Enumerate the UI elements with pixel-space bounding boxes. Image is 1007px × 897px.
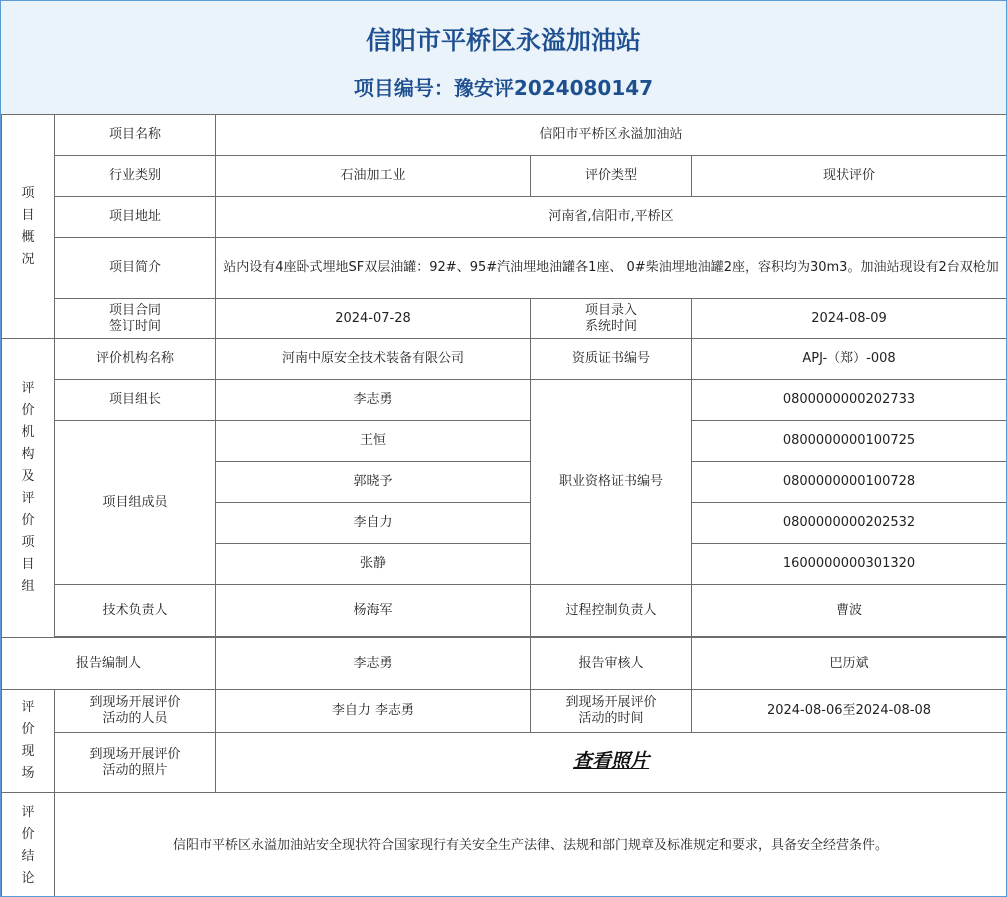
section-site-label: 评 价 现 场 <box>21 700 35 781</box>
tech-lead-label: 技术负责人 <box>55 585 216 637</box>
leader-name: 李志勇 <box>216 380 531 421</box>
section-conclusion <box>2 793 55 897</box>
section-team <box>2 339 55 638</box>
address-value: 河南省,信阳市,平桥区 <box>216 197 1007 238</box>
site-people-value: 李自力 李志勇 <box>216 690 531 733</box>
site-photos-label: 到现场开展评价 活动的照片 <box>55 733 216 793</box>
project-info-table <box>1 114 1007 897</box>
report-reviewer-value: 巴历斌 <box>692 638 1007 690</box>
leader-cert: 0800000000202733 <box>692 380 1007 421</box>
member-cert: 0800000000202532 <box>692 503 1007 544</box>
leader-label: 项目组长 <box>55 380 216 421</box>
report-author-value: 李志勇 <box>216 638 531 690</box>
site-people-label: 到现场开展评价 活动的人员 <box>55 690 216 733</box>
section-overview-label: 项 目 概 况 <box>21 185 35 267</box>
report-author-label: 报告编制人 <box>2 638 216 690</box>
contract-date-value: 2024-07-28 <box>216 299 531 339</box>
industry-value: 石油加工业 <box>216 156 531 197</box>
project-name-value: 信阳市平桥区永溢加油站 <box>216 115 1007 156</box>
contract-date-label: 项目合同 签订时间 <box>55 299 216 339</box>
members-label: 项目组成员 <box>55 421 216 585</box>
site-time-label: 到现场开展评价 活动的时间 <box>531 690 692 733</box>
industry-label: 行业类别 <box>55 156 216 197</box>
page-title: 信阳市平桥区永溢加油站 <box>365 26 641 55</box>
report-reviewer-label: 报告审核人 <box>531 638 692 690</box>
member-name: 王恒 <box>216 421 531 462</box>
entry-date-label: 项目录入 系统时间 <box>531 299 692 339</box>
entry-date-value: 2024-08-09 <box>692 299 1007 339</box>
org-name-label: 评价机构名称 <box>55 339 216 380</box>
member-cert: 1600000000301320 <box>692 544 1007 585</box>
member-name: 李自力 <box>216 503 531 544</box>
site-photos-cell <box>216 733 1007 793</box>
org-name-value: 河南中原安全技术装备有限公司 <box>216 339 531 380</box>
page-header <box>1 1 1006 115</box>
member-cert: 0800000000100725 <box>692 421 1007 462</box>
section-site <box>2 690 55 793</box>
intro-label: 项目简介 <box>55 238 216 299</box>
address-label: 项目地址 <box>55 197 216 238</box>
tech-lead-value: 杨海军 <box>216 585 531 637</box>
member-cert: 0800000000100728 <box>692 462 1007 503</box>
section-overview <box>2 115 55 339</box>
section-team-label: 评 价 机 构 及 评 价 项 目 组 <box>21 381 35 594</box>
cert-number-label: 资质证书编号 <box>531 339 692 380</box>
view-photos-link[interactable]: 查看照片 <box>573 750 650 772</box>
qualification-label: 职业资格证书编号 <box>531 380 692 585</box>
member-name: 张静 <box>216 544 531 585</box>
cert-number-value: APJ-（郑）-008 <box>692 339 1007 380</box>
eval-type-value: 现状评价 <box>692 156 1007 197</box>
eval-type-label: 评价类型 <box>531 156 692 197</box>
intro-value: 站内设有4座卧式埋地SF双层油罐：92#、95#汽油埋地油罐各1座、 0#柴油埋地油罐2座，容积均为30m3。加油站现设有2台双枪加 <box>216 238 1007 299</box>
conclusion-text: 信阳市平桥区永溢加油站安全现状符合国家现行有关安全生产法律、法规和部门规章及标准规定和要求，具备安全经营条件。 <box>55 793 1007 897</box>
process-lead-value: 曹波 <box>692 585 1007 637</box>
site-time-value: 2024-08-06至2024-08-08 <box>692 690 1007 733</box>
project-number: 项目编号：豫安评2024080147 <box>353 76 654 100</box>
member-name: 郭晓予 <box>216 462 531 503</box>
section-conclusion-label: 评 价 结 论 <box>21 804 35 886</box>
process-lead-label: 过程控制负责人 <box>531 585 692 637</box>
project-name-label: 项目名称 <box>55 115 216 156</box>
